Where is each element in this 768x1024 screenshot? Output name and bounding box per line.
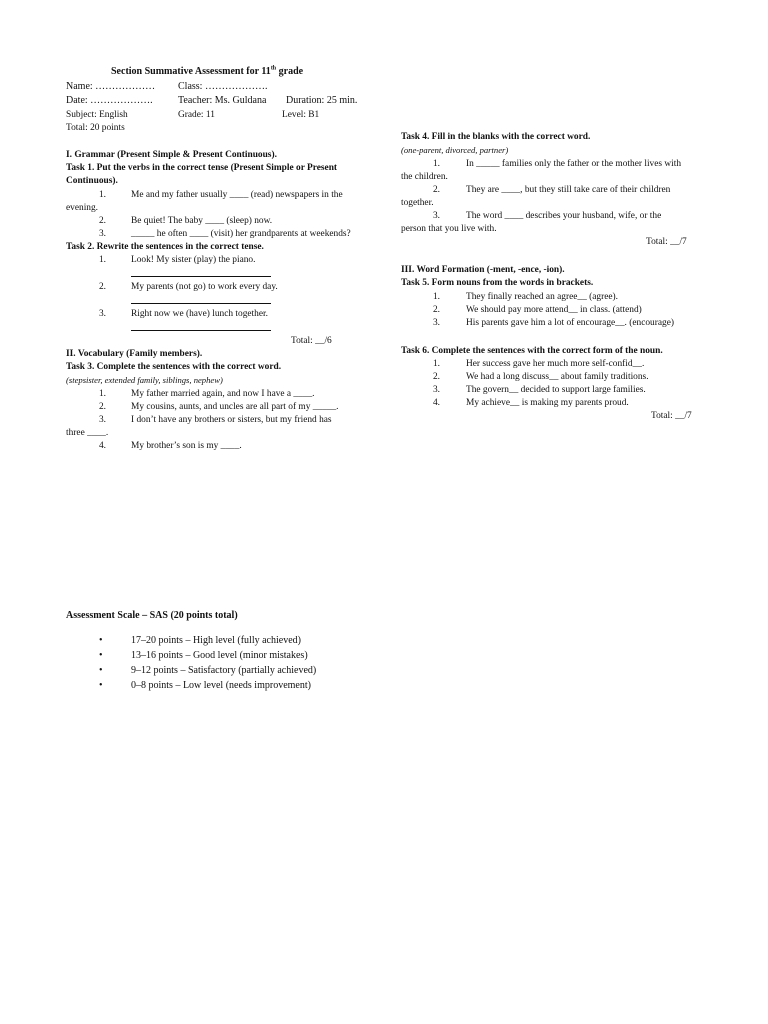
item-number: 3. xyxy=(432,211,440,221)
item-text: In _____ families only the father or the mother lives with xyxy=(466,159,682,169)
item-text: They are ____, but they still take care of their children xyxy=(466,185,671,195)
scale-item-text: 13–16 points – Good level (minor mistakes) xyxy=(131,650,308,661)
item-number: 4. xyxy=(98,441,106,451)
item-number: 1. xyxy=(432,159,440,169)
item-text: The word ____ describes your husband, wife, or the xyxy=(466,211,662,221)
bullet-icon: • xyxy=(99,635,103,646)
section2-heading: II. Vocabulary (Family members). xyxy=(66,349,203,359)
section1-total: Total: __/6 xyxy=(291,336,332,346)
item-text: We should pay more attend__ in class. (attend) xyxy=(466,305,642,315)
item-text-cont: person that you live with. xyxy=(401,224,497,234)
item-text-cont: together. xyxy=(401,198,434,208)
item-text: They finally reached an agree__ (agree). xyxy=(466,292,618,302)
item-text: Her success gave her much more self-confid__. xyxy=(466,359,645,369)
item-number: 3. xyxy=(98,229,106,239)
duration-field: Duration: 25 min. xyxy=(286,95,358,106)
task5-heading: Task 5. Form nouns from the words in brackets. xyxy=(401,278,594,288)
grade-field: Grade: 11 xyxy=(178,110,215,120)
item-number: 2. xyxy=(432,372,440,382)
item-number: 1. xyxy=(98,255,106,265)
section1-heading: I. Grammar (Present Simple & Present Continuous). xyxy=(66,150,277,160)
answer-line xyxy=(131,295,271,304)
task1-heading-line2: Continuous). xyxy=(66,176,118,186)
answer-line xyxy=(131,268,271,277)
task2-heading: Task 2. Rewrite the sentences in the correct tense. xyxy=(66,242,264,252)
title-text: Section Summative Assessment for 11 xyxy=(111,66,271,77)
name-field: Name: ……………… xyxy=(66,81,156,92)
scale-heading: Assessment Scale – SAS (20 points total) xyxy=(66,610,238,621)
task4-heading: Task 4. Fill in the blanks with the correct word. xyxy=(401,132,591,142)
date-field: Date: ………………. xyxy=(66,95,153,106)
document-title xyxy=(111,66,303,78)
item-number: 1. xyxy=(432,359,440,369)
item-text-cont: evening. xyxy=(66,203,99,213)
bullet-icon: • xyxy=(99,665,103,676)
subject-field: Subject: English xyxy=(66,110,128,120)
item-number: 2. xyxy=(98,282,106,292)
task6-heading: Task 6. Complete the sentences with the correct form of the noun. xyxy=(401,346,663,356)
item-text: My father married again, and now I have a ____. xyxy=(131,389,315,399)
class-field: Class: ………………. xyxy=(178,81,268,92)
title-superscript: th xyxy=(270,65,277,72)
item-number: 2. xyxy=(98,402,106,412)
item-text-cont: the children. xyxy=(401,172,448,182)
item-text: The govern__ decided to support large families. xyxy=(466,385,646,395)
item-text: Right now we (have) lunch together. xyxy=(131,309,268,319)
item-text: _____ he often ____ (visit) her grandparents at weekends? xyxy=(131,229,351,239)
item-number: 2. xyxy=(432,305,440,315)
item-text-cont: three ____. xyxy=(66,428,109,438)
item-text: My brother’s son is my ____. xyxy=(131,441,242,451)
item-text: I don’t have any brothers or sisters, but my friend has xyxy=(131,415,332,425)
item-text: My achieve__ is making my parents proud. xyxy=(466,398,629,408)
task1-heading-line1: Task 1. Put the verbs in the correct tense (Present Simple or Present xyxy=(66,163,338,173)
scale-item-text: 17–20 points – High level (fully achieved) xyxy=(131,635,301,646)
total-points: Total: 20 points xyxy=(66,123,125,133)
item-number: 2. xyxy=(432,185,440,195)
task3-word-bank: (stepsister, extended family, siblings, nephew) xyxy=(66,375,223,385)
item-text: His parents gave him a lot of encourage__. (encourage) xyxy=(466,318,674,328)
task3-heading: Task 3. Complete the sentences with the correct word. xyxy=(66,362,282,372)
answer-line xyxy=(131,322,271,331)
section3-total: Total: __/7 xyxy=(651,411,692,421)
item-text: Be quiet! The baby ____ (sleep) now. xyxy=(131,216,273,226)
item-text: Look! My sister (play) the piano. xyxy=(131,255,256,265)
item-number: 3. xyxy=(98,415,106,425)
item-number: 1. xyxy=(98,389,106,399)
level-field: Level: B1 xyxy=(282,110,320,120)
item-number: 2. xyxy=(98,216,106,226)
item-text: My cousins, aunts, and uncles are all part of my _____. xyxy=(131,402,339,412)
item-number: 3. xyxy=(432,385,440,395)
item-number: 3. xyxy=(432,318,440,328)
item-number: 4. xyxy=(432,398,440,408)
teacher-field: Teacher: Ms. Guldana xyxy=(178,95,267,106)
bullet-icon: • xyxy=(99,680,103,691)
bullet-icon: • xyxy=(99,650,103,661)
item-number: 3. xyxy=(98,309,106,319)
task4-total: Total: __/7 xyxy=(646,237,687,247)
item-number: 1. xyxy=(432,292,440,302)
scale-item-text: 9–12 points – Satisfactory (partially achieved) xyxy=(131,665,317,676)
task4-word-bank: (one-parent, divorced, partner) xyxy=(401,145,509,155)
item-text: My parents (not go) to work every day. xyxy=(131,282,278,292)
scale-item-text: 0–8 points – Low level (needs improvement) xyxy=(131,680,311,691)
section3-heading: III. Word Formation (-ment, -ence, -ion). xyxy=(401,265,565,275)
title-end: grade xyxy=(276,66,304,77)
item-text: We had a long discuss__ about family traditions. xyxy=(466,372,649,382)
item-text: Me and my father usually ____ (read) newspapers in the xyxy=(131,190,343,200)
item-number: 1. xyxy=(98,190,106,200)
